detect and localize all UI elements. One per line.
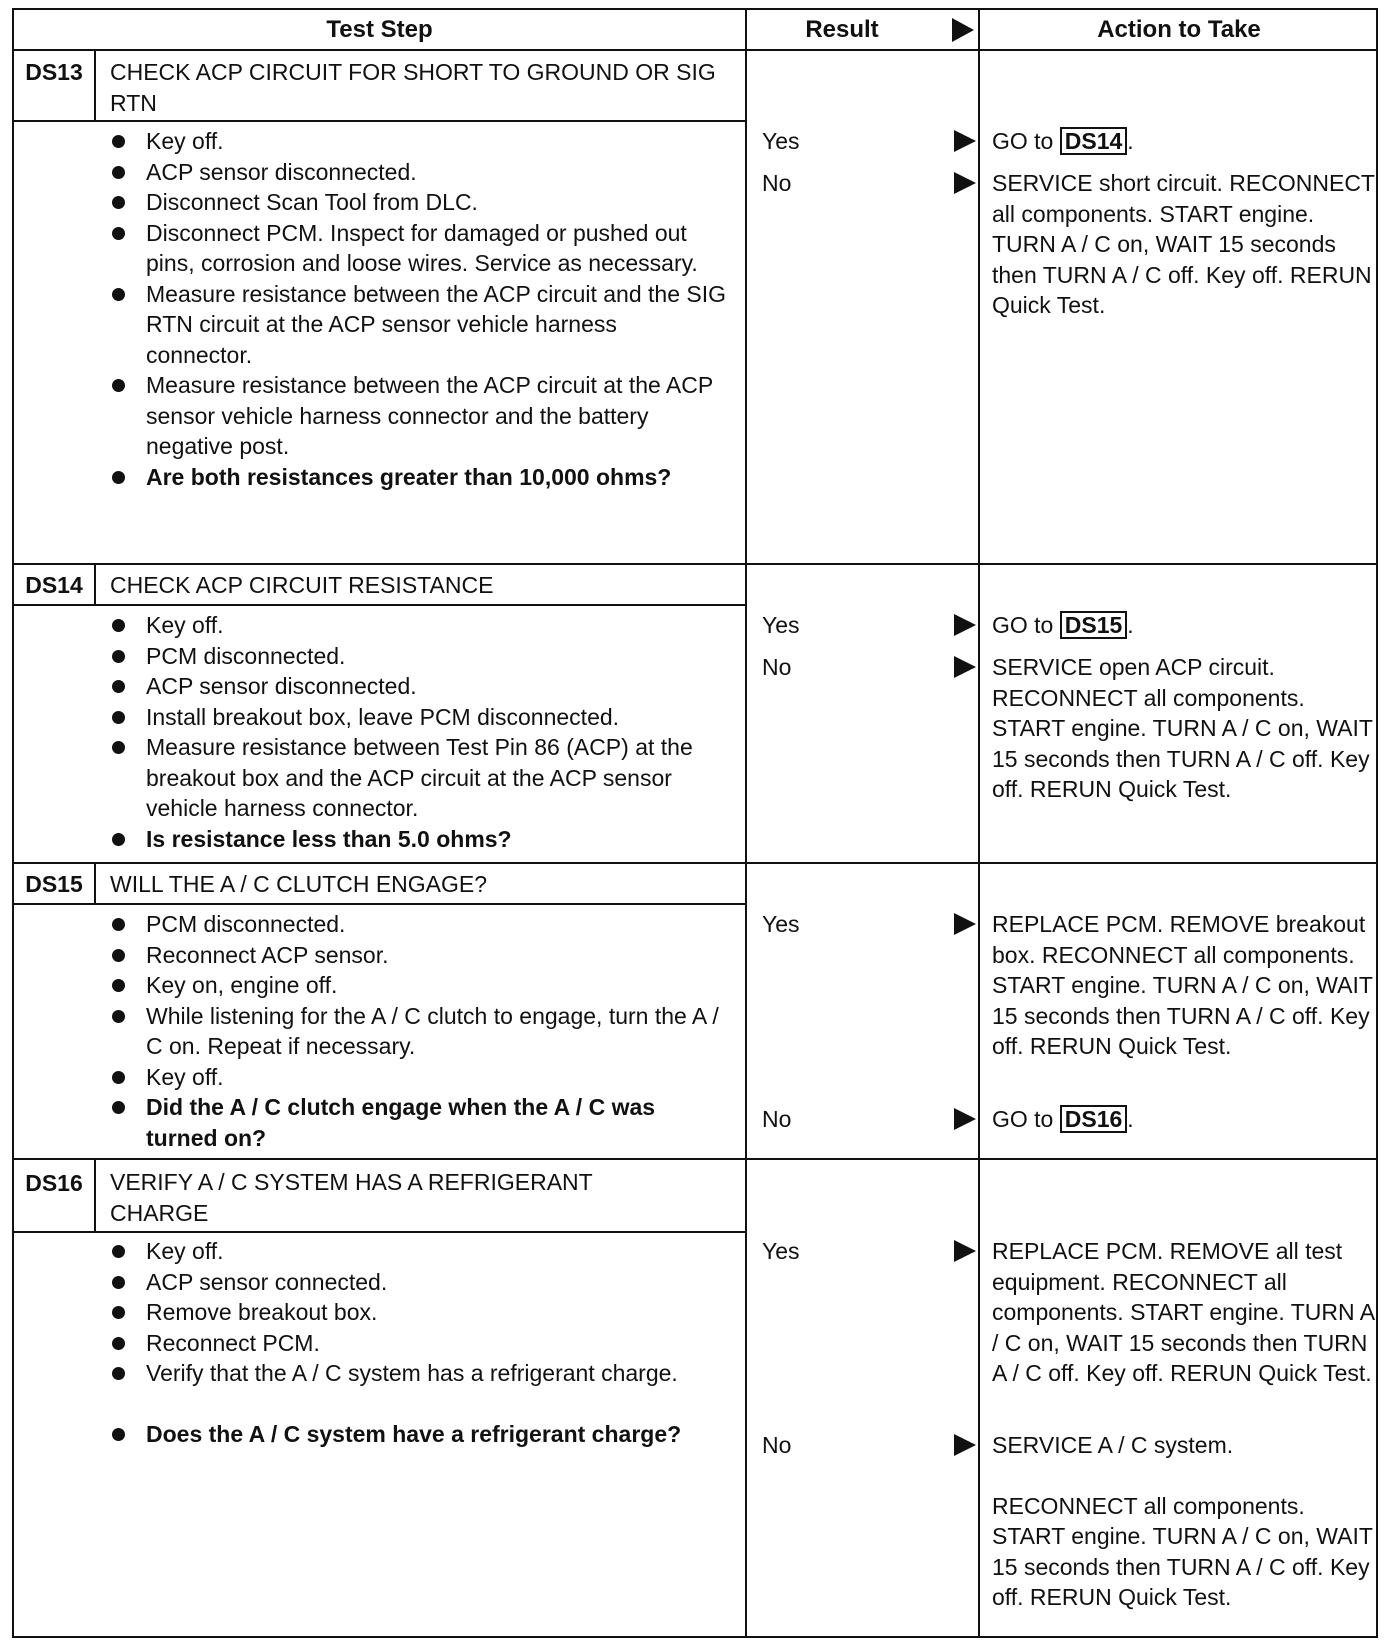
header-result: Result bbox=[805, 16, 879, 43]
bullet-icon bbox=[112, 1367, 125, 1380]
step-title-ds15: WILL THE A / C CLUTCH ENGAGE? bbox=[110, 871, 488, 897]
step-code-ds16: DS16 bbox=[25, 1170, 83, 1196]
arrow-icon bbox=[954, 656, 976, 678]
list-item: Measure resistance between Test Pin 86 (ACP) at the breakout box and the ACP circuit at the ACP sensor vehicle harness connector. bbox=[106, 732, 726, 824]
bullet-icon bbox=[112, 379, 125, 392]
step-code-ds13: DS13 bbox=[25, 59, 83, 85]
row-divider bbox=[14, 1158, 1376, 1160]
title-divider bbox=[14, 604, 745, 606]
bullet-icon bbox=[112, 1276, 125, 1289]
bullet-icon bbox=[112, 471, 125, 484]
action-yes-ds15: REPLACE PCM. REMOVE breakout box. RECONNECT all components. START engine. TURN A / C on, WAIT 15 seconds then TURN A / C off. Key off. RERUN Quick Test. bbox=[992, 911, 1373, 1059]
bullet-icon bbox=[112, 227, 125, 240]
arrow-icon bbox=[954, 913, 976, 935]
bullet-icon bbox=[112, 1010, 125, 1023]
list-item: Key off. bbox=[106, 126, 726, 157]
list-item: PCM disconnected. bbox=[106, 641, 726, 672]
list-item: While listening for the A / C clutch to engage, turn the A / C on. Repeat if necessary. bbox=[106, 1001, 726, 1062]
list-item: Measure resistance between the ACP circuit at the ACP sensor vehicle harness connector and the battery negative post. bbox=[106, 370, 726, 462]
bullet-icon bbox=[112, 166, 125, 179]
step-list-ds16 bbox=[106, 1236, 726, 1449]
list-item: Disconnect PCM. Inspect for damaged or pushed out pins, corrosion and loose wires. Service as necessary. bbox=[106, 218, 726, 279]
header-arrow-icon bbox=[952, 18, 974, 42]
list-item: ACP sensor connected. bbox=[106, 1267, 726, 1298]
action-yes-ds14: GO to DS15 . bbox=[992, 612, 1134, 638]
action-no-ds13: SERVICE short circuit. RECONNECT all components. START engine. TURN A / C on, WAIT 15 seconds then TURN A / C off. Key off. RERUN Quick Test. bbox=[992, 170, 1375, 318]
list-item: Verify that the A / C system has a refrigerant charge. bbox=[106, 1358, 726, 1389]
action-no-ds14: SERVICE open ACP circuit. RECONNECT all components. START engine. TURN A / C on, WAIT 15 seconds then TURN A / C off. Key off. RERUN Quick Test. bbox=[992, 654, 1373, 802]
bullet-icon bbox=[112, 135, 125, 148]
bullet-icon bbox=[112, 949, 125, 962]
bullet-icon bbox=[112, 1101, 125, 1114]
code-divider bbox=[94, 864, 96, 904]
list-item: Reconnect ACP sensor. bbox=[106, 940, 726, 971]
result-no: No bbox=[762, 1106, 792, 1132]
arrow-icon bbox=[954, 614, 976, 636]
list-item: Remove breakout box. bbox=[106, 1297, 726, 1328]
bullet-icon bbox=[112, 833, 125, 846]
list-item: ACP sensor disconnected. bbox=[106, 157, 726, 188]
bullet-icon bbox=[112, 1306, 125, 1319]
step-title-ds14: CHECK ACP CIRCUIT RESISTANCE bbox=[110, 572, 494, 598]
header-test-step: Test Step bbox=[326, 16, 433, 43]
row-divider bbox=[14, 862, 1376, 864]
header-divider bbox=[14, 49, 1376, 51]
result-no: No bbox=[762, 654, 792, 680]
arrow-icon bbox=[954, 130, 976, 152]
result-no: No bbox=[762, 1432, 792, 1458]
bullet-icon bbox=[112, 619, 125, 632]
list-item: Key on, engine off. bbox=[106, 970, 726, 1001]
step-reference[interactable]: DS14 bbox=[1060, 127, 1128, 155]
code-divider bbox=[94, 50, 96, 120]
bullet-icon bbox=[112, 979, 125, 992]
diagnostic-table bbox=[12, 8, 1378, 1638]
action-yes-ds13: GO to DS14 . bbox=[992, 128, 1134, 154]
step-reference[interactable]: DS15 bbox=[1060, 611, 1128, 639]
step-title-ds16: VERIFY A / C SYSTEM HAS A REFRIGERANT CHARGE bbox=[110, 1169, 593, 1226]
list-item: PCM disconnected. bbox=[106, 909, 726, 940]
code-divider bbox=[94, 565, 96, 605]
list-item: Install breakout box, leave PCM disconnected. bbox=[106, 702, 726, 733]
code-divider bbox=[94, 1160, 96, 1232]
arrow-icon bbox=[954, 1108, 976, 1130]
step-code-ds15: DS15 bbox=[25, 871, 83, 897]
step-question: Is resistance less than 5.0 ohms? bbox=[106, 824, 726, 855]
list-item: Key off. bbox=[106, 1062, 726, 1093]
list-item: Key off. bbox=[106, 610, 726, 641]
bullet-icon bbox=[112, 741, 125, 754]
action-yes-ds16: REPLACE PCM. REMOVE all test equipment. RECONNECT all components. START engine. TURN A / C on, WAIT 15 seconds then TURN A / C off. Key off. RERUN Quick Test. bbox=[992, 1238, 1374, 1386]
bullet-icon bbox=[112, 918, 125, 931]
list-item: Disconnect Scan Tool from DLC. bbox=[106, 187, 726, 218]
bullet-icon bbox=[112, 1245, 125, 1258]
action-no-ds15: GO to DS16 . bbox=[992, 1106, 1134, 1132]
arrow-icon bbox=[954, 1240, 976, 1262]
arrow-icon bbox=[954, 172, 976, 194]
title-divider bbox=[14, 120, 745, 122]
step-title-ds13: CHECK ACP CIRCUIT FOR SHORT TO GROUND OR SIG RTN bbox=[110, 59, 716, 116]
list-item: Key off. bbox=[106, 1236, 726, 1267]
step-question: Does the A / C system have a refrigerant charge? bbox=[106, 1419, 726, 1450]
bullet-icon bbox=[112, 196, 125, 209]
bullet-icon bbox=[112, 1071, 125, 1084]
column-divider-result bbox=[745, 10, 747, 1636]
step-question: Are both resistances greater than 10,000 ohms? bbox=[106, 462, 726, 493]
bullet-icon bbox=[112, 711, 125, 724]
arrow-icon bbox=[954, 1434, 976, 1456]
title-divider bbox=[14, 1231, 745, 1233]
step-list-ds13 bbox=[106, 126, 726, 492]
step-reference[interactable]: DS16 bbox=[1060, 1105, 1128, 1133]
bullet-icon bbox=[112, 680, 125, 693]
step-question: Did the A / C clutch engage when the A / C was turned on? bbox=[106, 1092, 726, 1153]
step-list-ds14 bbox=[106, 610, 726, 854]
bullet-icon bbox=[112, 1428, 125, 1441]
step-code-ds14: DS14 bbox=[25, 572, 83, 598]
list-item: Reconnect PCM. bbox=[106, 1328, 726, 1359]
action-no-ds16: SERVICE A / C system. RECONNECT all components. START engine. TURN A / C on, WAIT 15 seconds then TURN A / C off. Key off. RERUN Quick Test. bbox=[992, 1432, 1373, 1610]
bullet-icon bbox=[112, 650, 125, 663]
result-yes: Yes bbox=[762, 911, 800, 937]
header-action: Action to Take bbox=[1097, 16, 1261, 43]
result-yes: Yes bbox=[762, 1238, 800, 1264]
row-divider bbox=[14, 563, 1376, 565]
step-list-ds15 bbox=[106, 909, 726, 1153]
bullet-icon bbox=[112, 1337, 125, 1350]
result-no: No bbox=[762, 170, 792, 196]
bullet-icon bbox=[112, 288, 125, 301]
title-divider bbox=[14, 903, 745, 905]
list-item: ACP sensor disconnected. bbox=[106, 671, 726, 702]
list-item: Measure resistance between the ACP circuit and the SIG RTN circuit at the ACP sensor vehicle harness connector. bbox=[106, 279, 726, 371]
result-yes: Yes bbox=[762, 612, 800, 638]
column-divider-action bbox=[978, 10, 980, 1636]
result-yes: Yes bbox=[762, 128, 800, 154]
